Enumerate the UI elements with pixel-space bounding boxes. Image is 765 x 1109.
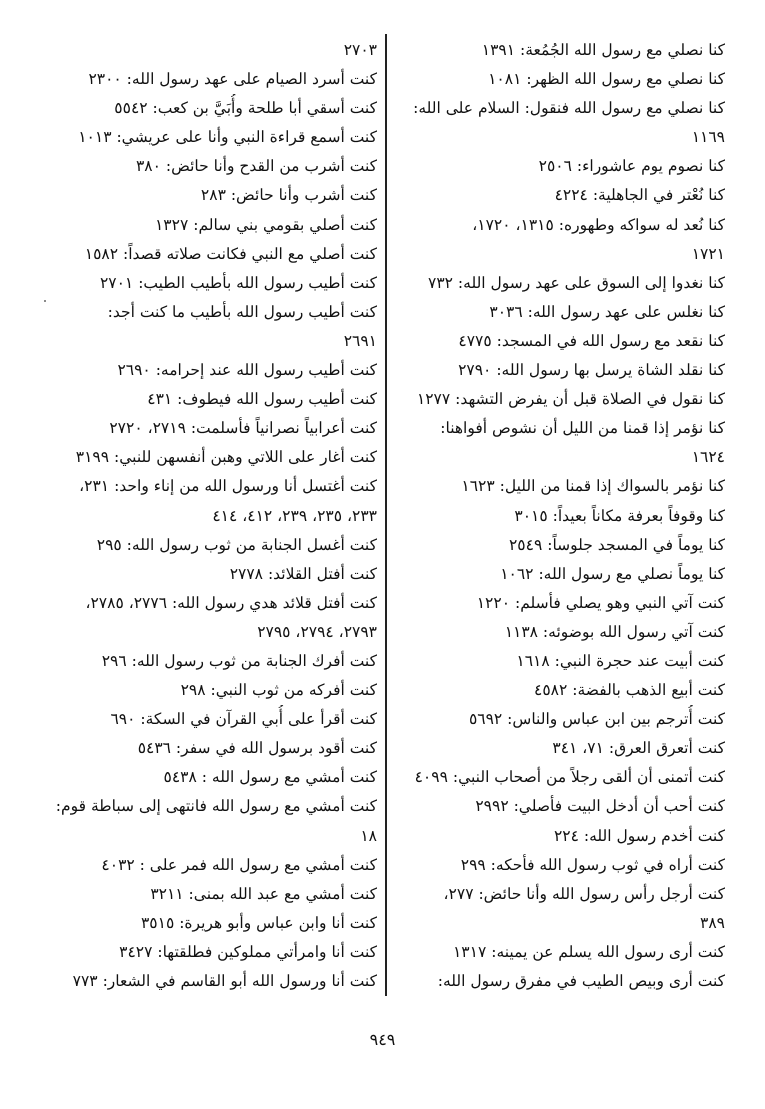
index-entry: كنا نصلي مع رسول الله فنقول: السلام على الله: [413, 99, 725, 118]
index-entry: كنت أقود برسول الله في سفر: ٥٤٣٦ [137, 739, 377, 758]
index-entry: كنا يوماً في المسجد جلوساً: ٢٥٤٩ [508, 535, 725, 554]
index-entry: ١٨ [360, 826, 377, 845]
scan-speck [44, 300, 46, 302]
index-entry: ١٧٢١ [691, 244, 725, 263]
index-entry: كنت أسمع قراءة النبي وأنا على عريشي: ١٠١٣ [78, 128, 377, 147]
index-entry: كنا نُعْتر في الجاهلية: ٤٢٢٤ [554, 186, 725, 205]
index-entry: كنت أعرابياً نصرانياً فأسلمت: ٢٧١٩، ٢٧٢٠ [109, 419, 377, 438]
index-entry: كنت أحب أن أدخل البيت فأصلي: ٢٩٩٢ [475, 797, 725, 816]
page-number: ٩٤٩ [369, 1030, 396, 1049]
index-entry: ٢٧٩٣، ٢٧٩٤، ٢٧٩٥ [257, 622, 377, 641]
index-entry: كنا نغدوا إلى السوق على عهد رسول الله: ٧٣٢ [428, 273, 725, 292]
index-entry: كنا وقوفاً بعرفة مكاناً بعيداً: ٣٠١٥ [514, 506, 725, 525]
index-entry: كنت أفتل قلائد هدي رسول الله: ٢٧٧٦، ٢٧٨٥، [85, 593, 377, 612]
index-entry: كنت أطيب رسول الله فيطوف: ٤٣١ [147, 390, 377, 409]
index-entry: كنت أخدم رسول الله: ٢٢٤ [553, 826, 725, 845]
index-entry: كنا نغلس على عهد رسول الله: ٣٠٣٦ [489, 302, 725, 321]
index-entry: كنت أطيب رسول الله عند إحرامه: ٢٦٩٠ [117, 361, 377, 380]
index-entry: كنت أرى وبيص الطيب في مفرق رسول الله: [437, 972, 725, 990]
index-entry: كنا يوماً نصلي مع رسول الله: ١٠٦٢ [500, 564, 725, 583]
index-entry: ٢٧٠٣ [343, 41, 377, 59]
index-entry: كنت أفرك الجنابة من ثوب رسول الله: ٢٩٦ [101, 651, 377, 670]
right-column [392, 36, 725, 996]
index-entry: ١١٦٩ [691, 128, 725, 147]
index-entry: كنا نصوم يوم عاشوراء: ٢٥٠٦ [538, 157, 725, 176]
index-entry: كنا نصلي مع رسول الله الظهر: ١٠٨١ [488, 70, 725, 89]
index-entry: كنت أطيب رسول الله بأطيب ما كنت أجد: [107, 302, 377, 321]
index-entry: كنا نقلد الشاة يرسل بها رسول الله: ٢٧٩٠ [458, 361, 725, 380]
index-entry: كنت أطيب رسول الله بأطيب الطيب: ٢٧٠١ [99, 273, 377, 292]
index-entry: كنت أقرأ على أُبي القرآن في السكة: ٦٩٠ [110, 710, 377, 729]
index-entry: كنا نصلي مع رسول الله الجُمُعة: ١٣٩١ [481, 41, 725, 59]
index-entry: كنت أسرد الصيام على عهد رسول الله: ٢٣٠٠ [88, 70, 377, 89]
index-entry: كنت أُترجم بين ابن عباس والناس: ٥٦٩٢ [468, 710, 725, 729]
index-entry: كنت أشرب من القدح وأنا حائض: ٣٨٠ [135, 157, 377, 176]
index-entry: كنت أسقي أبا طلحة وأُبَيَّ بن كعب: ٥٥٤٢ [114, 99, 377, 118]
index-entry: كنت آتي رسول الله بوضوئه: ١١٣٨ [504, 622, 725, 641]
index-entry: كنت أبيع الذهب بالفضة: ٤٥٨٢ [534, 681, 725, 700]
index-entry: كنت أرجل رأس رسول الله وأنا حائض: ٢٧٧، [443, 884, 725, 903]
index-entry: كنت أفركه من ثوب النبي: ٢٩٨ [180, 681, 377, 700]
index-entry: ٢٣٣، ٢٣٥، ٢٣٩، ٤١٢، ٤١٤ [212, 506, 377, 525]
index-entry: كنت أصلي مع النبي فكانت صلاته قصداً: ١٥٨٢ [84, 244, 377, 263]
index-entry: ١٦٢٤ [691, 448, 725, 467]
index-entry: كنت أمشي مع عبد الله بمنى: ٣٢١١ [150, 884, 377, 903]
index-entry: كنت أتمنى أن ألقى رجلاً من أصحاب النبي: ٤٠٩٩ [414, 768, 725, 787]
index-entry: كنت أمشي مع رسول الله فمر على : ٤٠٣٢ [101, 855, 377, 874]
index-entry: كنت أتعرق العرق: ٧١، ٣٤١ [552, 739, 725, 758]
index-entry: كنت أغار على اللاتي وهبن أنفسهن للنبي: ٣١٩٩ [75, 448, 377, 467]
index-entry: كنت أبيت عند حجرة النبي: ١٦١٨ [516, 651, 725, 670]
index-entry: كنا نقول في الصلاة قبل أن يفرض التشهد: ١٢٧٧ [416, 390, 725, 409]
index-entry: كنت أراه في ثوب رسول الله فأحكه: ٢٩٩ [460, 855, 725, 874]
index-entry: كنت أصلي بقومي بني سالم: ١٣٢٧ [154, 215, 377, 234]
index-entry: ٣٨٩ [700, 913, 725, 932]
column-divider [385, 34, 387, 996]
index-entry: كنا نُعد له سواكه وطهوره: ١٣١٥، ١٧٢٠، [472, 215, 725, 234]
index-entry: كنت أفتل القلائد: ٢٧٧٨ [229, 564, 377, 583]
index-entry: ٢٦٩١ [343, 331, 377, 350]
index-entry: كنت أمشي مع رسول الله فانتهى إلى سباطة قوم: [55, 797, 377, 816]
index-entry: كنت أنا وابن عباس وأبو هريرة: ٣٥١٥ [140, 913, 377, 932]
index-entry: كنت أنا وامرأتي مملوكين فطلقتها: ٣٤٢٧ [119, 942, 377, 961]
index-entry: كنا نؤمر بالسواك إذا قمنا من الليل: ١٦٢٣ [461, 477, 725, 496]
index-entry: كنت أرى رسول الله يسلم عن يمينه: ١٣١٧ [452, 942, 725, 961]
index-entry: كنت أمشي مع رسول الله : ٥٤٣٨ [163, 768, 377, 787]
index-entry: كنت أنا ورسول الله أبو القاسم في الشعار: ٧٧٣ [72, 972, 377, 990]
index-entry: كنا نؤمر إذا قمنا من الليل أن نشوص أفواهنا: [440, 419, 725, 438]
index-entry: كنت أغسل الجنابة من ثوب رسول الله: ٢٩٥ [96, 535, 377, 554]
index-entry: كنا نقعد مع رسول الله في المسجد: ٤٧٧٥ [458, 331, 725, 350]
index-entry: كنت أشرب وأنا حائض: ٢٨٣ [200, 186, 377, 205]
index-entry: كنت أغتسل أنا ورسول الله من إناء واحد: ٢٣١، [79, 477, 377, 496]
index-entry: كنت آتي النبي وهو يصلي فأسلم: ١٢٢٠ [476, 593, 725, 612]
left-column [35, 36, 377, 996]
